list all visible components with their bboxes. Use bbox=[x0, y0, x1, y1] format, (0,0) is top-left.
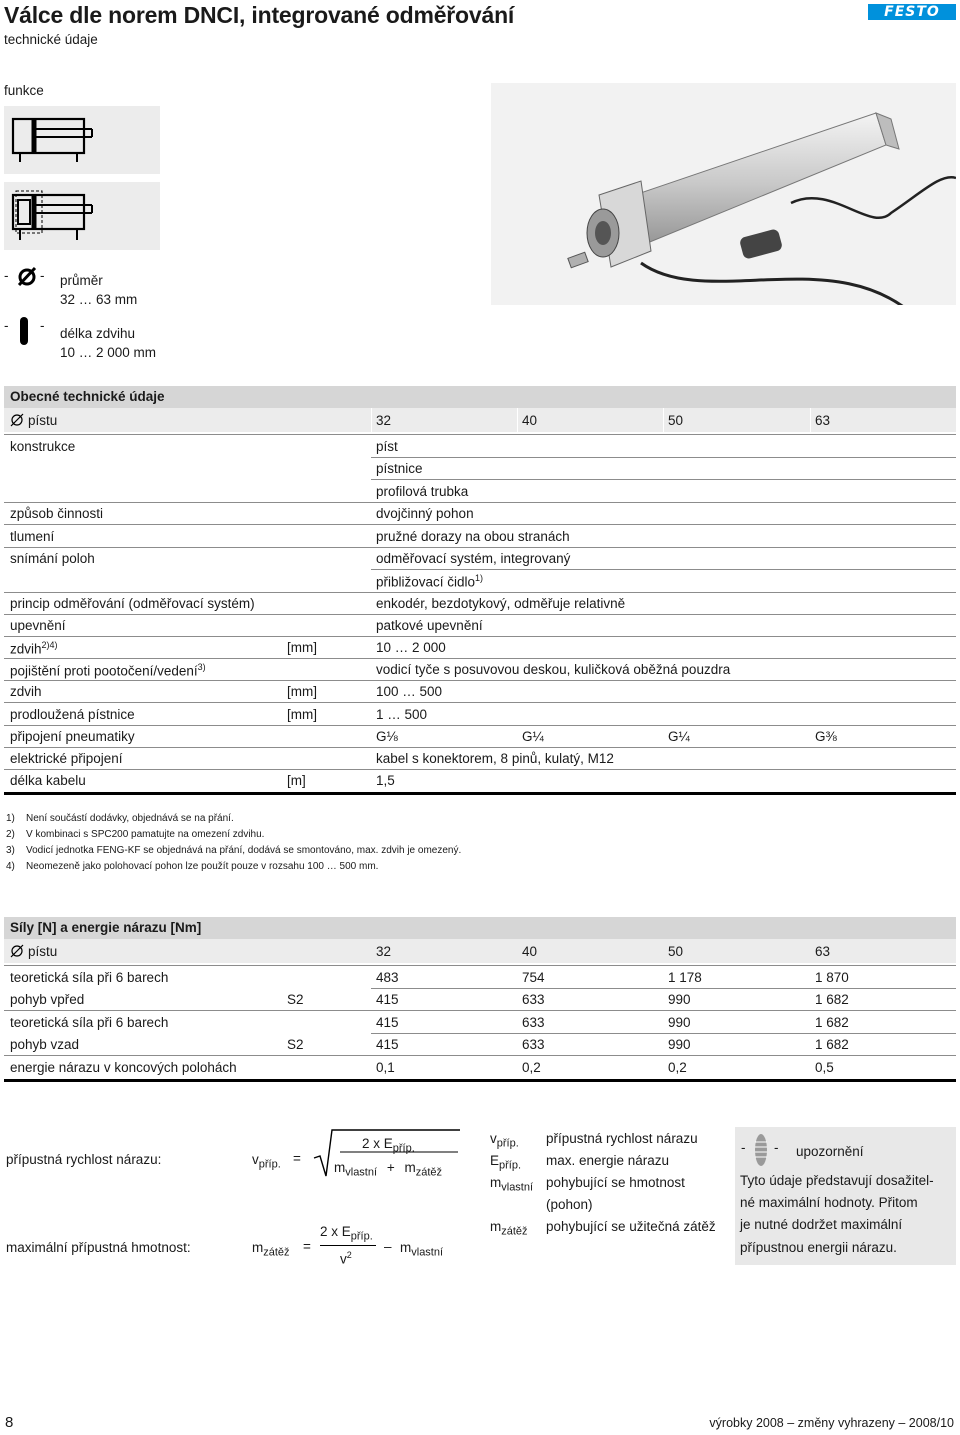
row-value: odměřovací systém, integrovaný bbox=[376, 551, 571, 566]
forces-row-unit: S2 bbox=[287, 992, 304, 1007]
warning-dash-right: - bbox=[774, 1140, 779, 1155]
pneumatic-value-32: G⅛ bbox=[376, 729, 398, 744]
legend-symbol bbox=[490, 1219, 528, 1238]
v-symbol: v bbox=[252, 1152, 259, 1167]
forces-row-value: 0,1 bbox=[376, 1060, 395, 1075]
cable-unit: [m] bbox=[287, 773, 306, 788]
speed-formula-label: přípustná rychlost nárazu: bbox=[6, 1152, 162, 1167]
v-subscript: příp. bbox=[258, 1158, 281, 1171]
m-own-subscript: vlastní bbox=[411, 1246, 444, 1259]
mass-formula-label: maximální přípustná hmotnost: bbox=[6, 1240, 191, 1255]
two-x-e: 2 x E bbox=[320, 1224, 351, 1239]
table-rule bbox=[4, 547, 956, 548]
table-rule bbox=[4, 502, 956, 503]
row-value: 10 … 2 000 bbox=[376, 640, 446, 655]
col-divider bbox=[663, 408, 664, 432]
footnote-ref: 3) bbox=[197, 662, 206, 672]
m-load-subscript: zátěž bbox=[263, 1246, 290, 1259]
page-subtitle: technické údaje bbox=[4, 32, 98, 47]
warning-line: né maximální hodnoty. Přitom bbox=[740, 1195, 918, 1210]
legend-text: přípustná rychlost nárazu bbox=[546, 1131, 698, 1146]
m-symbol: m bbox=[252, 1240, 264, 1255]
legend-sub: příp. bbox=[499, 1159, 522, 1172]
symbol-double-acting-cylinder bbox=[4, 106, 160, 174]
forces-row-label: pohyb vzad bbox=[10, 1037, 80, 1052]
forces-row-value: 1 682 bbox=[815, 1015, 849, 1030]
forces-row-label: pohyb vpřed bbox=[10, 992, 85, 1007]
general-size-63: 63 bbox=[815, 413, 831, 428]
electric-label: elektrické připojení bbox=[10, 751, 123, 766]
forces-heading: Síly [N] a energie nárazu [Nm] bbox=[4, 917, 956, 939]
row-label: tlumení bbox=[10, 529, 55, 544]
warning-icon bbox=[753, 1133, 769, 1167]
diameter-dash-left: - bbox=[4, 268, 9, 283]
forces-row-value: 415 bbox=[376, 992, 399, 1007]
legend-sym: v bbox=[490, 1131, 497, 1146]
stroke-dash-left: - bbox=[4, 318, 9, 333]
table-rule bbox=[371, 988, 956, 989]
table-rule bbox=[4, 1055, 956, 1056]
warning-line: Tyto údaje představují dosažitel- bbox=[740, 1173, 934, 1188]
m-load-subscript: zátěž bbox=[415, 1166, 443, 1179]
stroke-text: zdvih bbox=[10, 641, 42, 657]
general-size-40: 40 bbox=[522, 413, 538, 428]
legend-symbol bbox=[490, 1175, 533, 1194]
row-label: zdvih bbox=[10, 684, 42, 699]
general-size-32: 32 bbox=[376, 413, 392, 428]
table-rule bbox=[4, 769, 956, 770]
table-rule bbox=[4, 636, 956, 637]
table-rule bbox=[371, 569, 956, 570]
pneumatic-label: připojení pneumatiky bbox=[10, 729, 135, 744]
forces-row-value: 483 bbox=[376, 970, 399, 985]
col-divider bbox=[810, 408, 811, 432]
cylinder-symbol-icon bbox=[4, 106, 160, 174]
table-rule bbox=[371, 1033, 956, 1034]
legend-text: pohybující se užitečná zátěž bbox=[546, 1219, 716, 1234]
legend-sub: vlastní bbox=[501, 1181, 534, 1194]
festo-logo: FESTO bbox=[868, 4, 956, 20]
forces-row-value: 754 bbox=[522, 970, 545, 985]
cable-value: 1,5 bbox=[376, 773, 395, 788]
table-rule bbox=[4, 702, 956, 703]
legend-text: (pohon) bbox=[546, 1197, 593, 1212]
forces-size-40: 40 bbox=[522, 944, 538, 959]
row-value: vodicí tyče s posuvovou deskou, kuličková oběžná pouzdra bbox=[376, 662, 731, 677]
stroke-range: 10 … 2 000 mm bbox=[60, 345, 157, 360]
symbol-cylinder-with-encoder bbox=[4, 182, 160, 250]
legend-sub: zátěž bbox=[501, 1225, 528, 1238]
function-label: funkce bbox=[4, 83, 44, 98]
table-rule bbox=[4, 524, 956, 525]
forces-piston-row bbox=[4, 939, 956, 963]
row-label: upevnění bbox=[10, 618, 66, 633]
diameter-label: průměr bbox=[60, 273, 103, 288]
footnote-text: V kombinaci s SPC200 pamatujte na omezení zdvihu. bbox=[26, 829, 265, 840]
table-end-rule bbox=[4, 1079, 956, 1082]
legend-sym: m bbox=[490, 1175, 502, 1190]
row-unit: [mm] bbox=[287, 640, 317, 655]
row-unit: [mm] bbox=[287, 684, 317, 699]
forces-piston-label: pístu bbox=[28, 944, 58, 959]
general-piston-row bbox=[4, 408, 956, 432]
footnote-num: 1) bbox=[6, 813, 15, 824]
table-rule bbox=[4, 747, 956, 748]
legend-sub: příp. bbox=[496, 1137, 519, 1150]
table-rule bbox=[4, 434, 956, 435]
equals-sign: = bbox=[293, 1151, 301, 1166]
m-symbol: m bbox=[334, 1160, 346, 1175]
cable-label: délka kabelu bbox=[10, 773, 86, 788]
fraction-bar bbox=[320, 1245, 376, 1246]
row-value: pístnice bbox=[376, 461, 423, 476]
row-label bbox=[10, 640, 58, 657]
stroke-length-icon bbox=[17, 317, 31, 345]
stroke-label: délka zdvihu bbox=[60, 326, 136, 341]
table-rule bbox=[4, 965, 956, 966]
warning-line: přípustnou energii nárazu. bbox=[740, 1240, 897, 1255]
anti-rotation-text: pojištění proti pootočení/vedení bbox=[10, 663, 198, 679]
diameter-small-icon bbox=[10, 944, 24, 958]
forces-row-value: 990 bbox=[668, 1015, 691, 1030]
forces-size-50: 50 bbox=[668, 944, 684, 959]
diameter-dash-right: - bbox=[40, 268, 45, 283]
equals-sign: = bbox=[303, 1239, 311, 1254]
table-rule bbox=[4, 658, 956, 659]
forces-row-label: teoretická síla při 6 barech bbox=[10, 1015, 169, 1030]
row-label: prodloužená pístnice bbox=[10, 707, 135, 722]
mass-denominator bbox=[340, 1250, 352, 1267]
speed-formula-lhs bbox=[252, 1152, 281, 1171]
product-photo bbox=[491, 83, 956, 305]
forces-row-value: 990 bbox=[668, 1037, 691, 1052]
row-value: enkodér, bezdotykový, odměřuje relativně bbox=[376, 596, 626, 611]
pneumatic-value-63: G⅜ bbox=[815, 729, 837, 744]
table-rule bbox=[371, 479, 956, 480]
table-rule bbox=[4, 1010, 956, 1011]
forces-size-32: 32 bbox=[376, 944, 392, 959]
minus-sign: – bbox=[384, 1239, 392, 1254]
mass-own bbox=[400, 1240, 443, 1259]
forces-row-value: 0,2 bbox=[668, 1060, 687, 1075]
warning-title: upozornění bbox=[796, 1144, 864, 1159]
row-unit: [mm] bbox=[287, 707, 317, 722]
table-end-rule bbox=[4, 792, 956, 795]
footnote-num: 2) bbox=[6, 829, 15, 840]
forces-row-label: teoretická síla při 6 barech bbox=[10, 970, 169, 985]
denominator-masses bbox=[334, 1160, 442, 1179]
legend-text: pohybující se hmotnost bbox=[546, 1175, 685, 1190]
footnote-num: 4) bbox=[6, 861, 15, 872]
forces-row-value: 0,2 bbox=[522, 1060, 541, 1075]
row-value: pružné dorazy na obou stranách bbox=[376, 529, 570, 544]
row-label: snímání poloh bbox=[10, 551, 95, 566]
footer-note: výrobky 2008 – změny vyhrazeny – 2008/10 bbox=[709, 1416, 954, 1430]
footnote-ref: 1) bbox=[475, 573, 484, 583]
general-data-heading: Obecné technické údaje bbox=[4, 386, 956, 408]
row-value bbox=[376, 573, 483, 590]
diameter-small-icon bbox=[10, 413, 24, 427]
two-x-e: 2 x E bbox=[362, 1136, 393, 1151]
m-symbol: m bbox=[404, 1160, 416, 1175]
row-value: píst bbox=[376, 439, 398, 454]
diameter-range: 32 … 63 mm bbox=[60, 292, 138, 307]
row-value: 100 … 500 bbox=[376, 684, 443, 699]
square: 2 bbox=[346, 1250, 352, 1260]
forces-row-value: 633 bbox=[522, 1037, 545, 1052]
warning-dash-left: - bbox=[741, 1140, 746, 1155]
row-value: 1 … 500 bbox=[376, 707, 428, 722]
col-divider bbox=[371, 408, 372, 432]
row-label: způsob činnosti bbox=[10, 506, 104, 521]
stroke-dash-right: - bbox=[40, 318, 45, 333]
mass-formula-lhs bbox=[252, 1240, 290, 1259]
legend-sym: E bbox=[490, 1153, 500, 1168]
legend-symbol bbox=[490, 1131, 519, 1150]
footnote-text: Vodicí jednotka FENG-KF se objednává na přání, dodává se smontováno, max. zdvih je omezený. bbox=[26, 845, 462, 856]
plus-sign: + bbox=[386, 1160, 395, 1175]
proximity-sensor-text: přibližovací čidlo bbox=[376, 574, 476, 590]
m-symbol: m bbox=[400, 1240, 412, 1255]
m-own-subscript: vlastní bbox=[345, 1166, 378, 1179]
footnote-text: Není součástí dodávky, objednává se na přání. bbox=[26, 813, 234, 824]
encoder-cylinder-symbol-icon bbox=[4, 182, 160, 250]
table-rule bbox=[4, 614, 956, 615]
forces-row-value: 1 682 bbox=[815, 992, 849, 1007]
e-subscript: příp. bbox=[350, 1230, 373, 1243]
footnote-num: 3) bbox=[6, 845, 15, 856]
row-label: konstrukce bbox=[10, 439, 76, 454]
diameter-icon bbox=[16, 266, 38, 286]
row-value: dvojčinný pohon bbox=[376, 506, 474, 521]
general-piston-label: pístu bbox=[28, 413, 58, 428]
e-subscript: příp. bbox=[392, 1142, 415, 1155]
general-size-50: 50 bbox=[668, 413, 684, 428]
table-rule bbox=[371, 457, 956, 458]
mass-numerator bbox=[320, 1224, 373, 1243]
electric-value: kabel s konektorem, 8 pinů, kulatý, M12 bbox=[376, 751, 614, 766]
warning-line: je nutné dodržet maximální bbox=[740, 1217, 903, 1232]
table-rule bbox=[4, 592, 956, 593]
row-label bbox=[10, 662, 206, 679]
table-rule bbox=[4, 680, 956, 681]
pneumatic-value-50: G¼ bbox=[668, 729, 690, 744]
legend-text: max. energie nárazu bbox=[546, 1153, 670, 1168]
footnote-text: Neomezeně jako polohovací pohon lze použít pouze v rozsahu 100 … 500 mm. bbox=[26, 861, 379, 872]
pneumatic-value-40: G¼ bbox=[522, 729, 544, 744]
cylinder-photo-illustration bbox=[491, 83, 956, 305]
legend-sym: m bbox=[490, 1219, 502, 1234]
legend-symbol bbox=[490, 1153, 521, 1172]
col-divider bbox=[517, 408, 518, 432]
row-label: princip odměřování (odměřovací systém) bbox=[10, 596, 255, 611]
forces-row-value: 1 682 bbox=[815, 1037, 849, 1052]
forces-row-value: 0,5 bbox=[815, 1060, 834, 1075]
v-symbol: v bbox=[340, 1251, 347, 1267]
forces-row-unit: S2 bbox=[287, 1037, 304, 1052]
forces-row-value: 990 bbox=[668, 992, 691, 1007]
page-number: 8 bbox=[5, 1414, 14, 1431]
footnote-ref: 2)4) bbox=[41, 640, 58, 650]
forces-row-value: 1 178 bbox=[668, 970, 702, 985]
forces-row-value: 415 bbox=[376, 1037, 399, 1052]
row-value: profilová trubka bbox=[376, 484, 469, 499]
forces-row-value: 415 bbox=[376, 1015, 399, 1030]
forces-row-value: 633 bbox=[522, 992, 545, 1007]
forces-size-63: 63 bbox=[815, 944, 831, 959]
row-value: patkové upevnění bbox=[376, 618, 483, 633]
table-rule bbox=[4, 725, 956, 726]
page-title: Válce dle norem DNCI, integrované odměřování bbox=[4, 2, 515, 28]
forces-row-value: 1 870 bbox=[815, 970, 849, 985]
forces-row-label: energie nárazu v koncových polohách bbox=[10, 1060, 237, 1075]
numerator-energy bbox=[362, 1136, 415, 1155]
forces-row-value: 633 bbox=[522, 1015, 545, 1030]
